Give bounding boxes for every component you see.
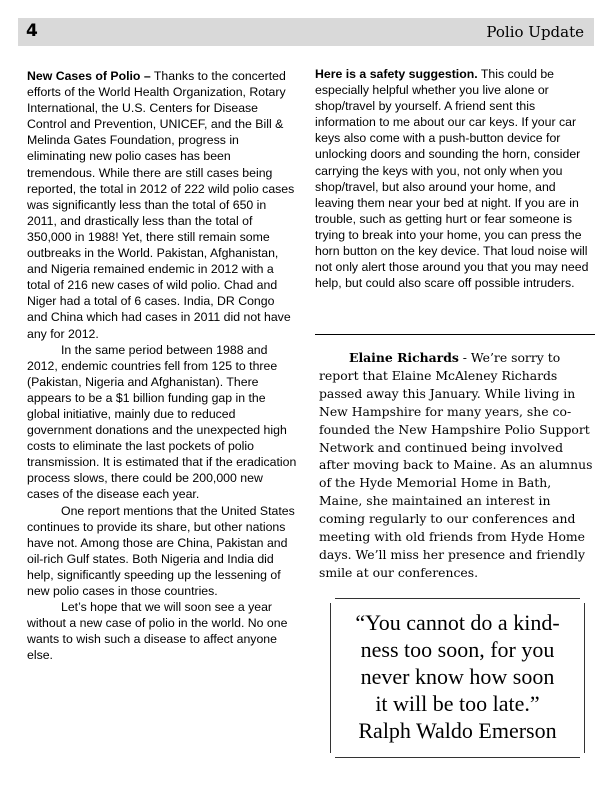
article-paragraph-4: Let’s hope that we will soon see a year without a new case of polio in the world. No one wants to wish such a disease to affect anyone else. <box>27 600 288 663</box>
page-header <box>18 18 594 46</box>
page-number: 4 <box>26 21 38 41</box>
safety-body: This could be especially helpful whether you live alone or shop/travel by yourself. A friend sent this information to me about our car keys. If your car keys also come with a push-button device for unlocking doors and sounding the horn, consider carrying the keys with you, not only when you shop/travel, but also around your home, and leaving them near your bed at night. If you are in trouble, such as getting hurt or fear someone is trying to break into your home, you can press the horn button on the key device. That loud noise will not only alert those around you that you may need help, but could also scare off possible intruders. <box>315 67 589 291</box>
polio-cases-article <box>27 68 297 663</box>
article-paragraph-2: In the same period between 1988 and 2012, endemic countries fell from 125 to three (Pakistan, Nigeria and Afghanistan). There appears to be a $1 billion funding gap in the global initiative, mainly due to reduced government donations and the unexpected high costs to eliminate the last pockets of polio transmission. It is estimated that if the eradication process slows, there could be 200,000 new cases of the disease each year. <box>27 342 297 502</box>
safety-heading: Here is a safety suggestion. <box>315 67 478 81</box>
article-paragraph-1-text: Thanks to the concerted efforts of the World Health Organization, Rotary International, the U.S. Centers for Disease Control and Prevention, UNICEF, and the Bill & Melinda Gates Foundation, progress in eliminating new polio cases has been tremendous. While there are still cases being reported, the total in 2012 of 222 wild polio cases was significantly less than the total of 650 in 2011, and drastically less than the total of 350,000 in 1988! Yet, there still remain some outbreaks in the World. Pakistan, Afghanistan, and Nigeria remained endemic in 2012 with a total of 216 new cases of wild polio. Chad and Niger had a total of 6 cases. India, DR Congo and China which had cases in 2011 did not have any for 2012. <box>27 69 295 341</box>
quote-line: it will be too late.” <box>375 691 540 716</box>
quote-line: ness too soon, for you <box>360 637 555 662</box>
corner-ornament-icon <box>325 753 335 763</box>
corner-ornament-icon <box>325 593 335 603</box>
article-paragraph-3: One report mentions that the United States continues to provide its share, but other nations have not. Among those are China, Pakistan and oil-rich Gulf states. Both Nigeria and India did help, significantly speeding up the lessening of new polio cases in those countries. <box>27 503 295 598</box>
article-heading: New Cases of Polio – <box>27 69 151 83</box>
corner-ornament-icon <box>580 593 590 603</box>
section-divider <box>315 334 595 335</box>
quote-line: “You cannot do a kind- <box>355 610 560 635</box>
corner-ornament-icon <box>580 753 590 763</box>
obituary-section <box>319 349 595 582</box>
quote-line: never know how soon <box>360 664 555 689</box>
quote-text <box>331 609 584 744</box>
obituary-name: Elaine Richards <box>349 350 459 365</box>
quote-author: Ralph Waldo Emerson <box>358 718 557 743</box>
quote-box <box>330 598 585 758</box>
obituary-body: - We’re sorry to report that Elaine McAleney Richards passed away this January. While living in New Hampshire for many years, she co-founded the New Hampshire Polio Support Network and continued being involved after moving back to Maine. As an alumnus of the Hyde Memorial Home in Bath, Maine, she maintained an interest in coming regularly to our conferences and meeting with old friends from Hyde Home days. We’ll miss her presence and friendly smile at our conferences. <box>319 350 593 580</box>
newsletter-title: Polio Update <box>486 23 584 41</box>
article-paragraph-1 <box>27 68 297 342</box>
safety-suggestion <box>315 66 593 291</box>
